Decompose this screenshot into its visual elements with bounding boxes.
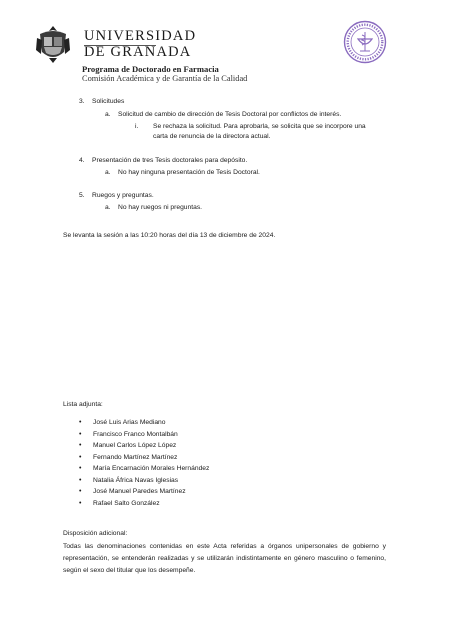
attendee-name: Natalia África Navas Iglesias [93,476,179,484]
agenda-item-4-title: Presentación de tres Tesis doctorales para depósito. [92,157,248,164]
list-item: • Francisco Franco Montalbán [79,430,178,438]
agenda-item-3a-i-label: i. [135,123,139,130]
list-item: • José Luis Arias Mediano [79,419,166,426]
closing-statement: Se levanta la sesión a las 10:20 horas del día 13 de diciembre de 2024. [63,232,276,239]
agenda-item-4a-label: a. [105,169,111,176]
list-item: • María Encarnación Morales Hernández [79,465,210,472]
agenda-item-3a-text: Solicitud de cambio de dirección de Tesis Doctoral por conflictos de interés. [118,111,342,118]
list-item: • Rafael Salto González [79,499,160,507]
additional-provision-heading: Disposición adicional: [63,530,128,537]
agenda-item-5a-label: a. [105,204,111,211]
list-item: • Fernando Martínez Martínez [79,453,178,461]
list-item: • Natalia África Navas Iglesias [79,476,179,484]
agenda-item-3-number: 3. [79,98,85,105]
agenda-item-3a-i-line2: carta de renuncia de la directora actual. [153,133,271,140]
additional-provision-text: Todas las denominaciones contenidas en este Acta referidas a órganos unipersonales de gobierno y representación, se entenderán realizadas y se utilizarán indistintamente en género masculino o femenino, según el sexo del titular que los desempeñe. [63,543,386,574]
agenda-item-4a-text: No hay ninguna presentación de Tesis Doctoral. [118,169,260,176]
agenda-item-5a-text: No hay ruegos ni preguntas. [118,204,203,211]
commission-subtitle: Comisión Académica y de Garantía de la Calidad [82,74,248,83]
agenda-item-5-number: 5. [79,192,85,199]
list-item: • Manuel Carlos López López [79,442,177,449]
university-crest-logo [34,24,72,64]
agenda-item-5-title: Ruegos y preguntas. [92,192,154,199]
list-item: • José Manuel Paredes Martínez [79,488,186,495]
university-name-divider [84,45,156,46]
attendee-name: Francisco Franco Montalbán [93,430,178,438]
university-name-line2: DE GRANADA [84,44,192,60]
attendee-name: María Encarnación Morales Hernández [93,465,210,472]
agenda-item-3-title: Solicitudes [92,98,125,105]
program-title: Programa de Doctorado en Farmacia [82,64,219,74]
attendee-name: Rafael Salto González [93,499,160,507]
agenda-item-3a-i-line1: Se rechaza la solicitud. Para aprobarla, se solicita que se incorpore una [153,123,366,130]
attendee-list-heading: Lista adjunta: [63,401,103,408]
attendee-name: Manuel Carlos López López [93,442,177,449]
university-name [84,28,196,60]
pharmacy-faculty-seal-icon [343,20,387,64]
agenda-item-4-number: 4. [79,157,85,164]
attendee-name: Fernando Martínez Martínez [93,453,178,461]
university-name-line1: UNIVERSIDAD [84,28,197,44]
attendee-name: José Luis Arias Mediano [93,419,166,426]
agenda-item-3a-label: a. [105,111,111,118]
attendee-name: José Manuel Paredes Martínez [93,488,186,495]
